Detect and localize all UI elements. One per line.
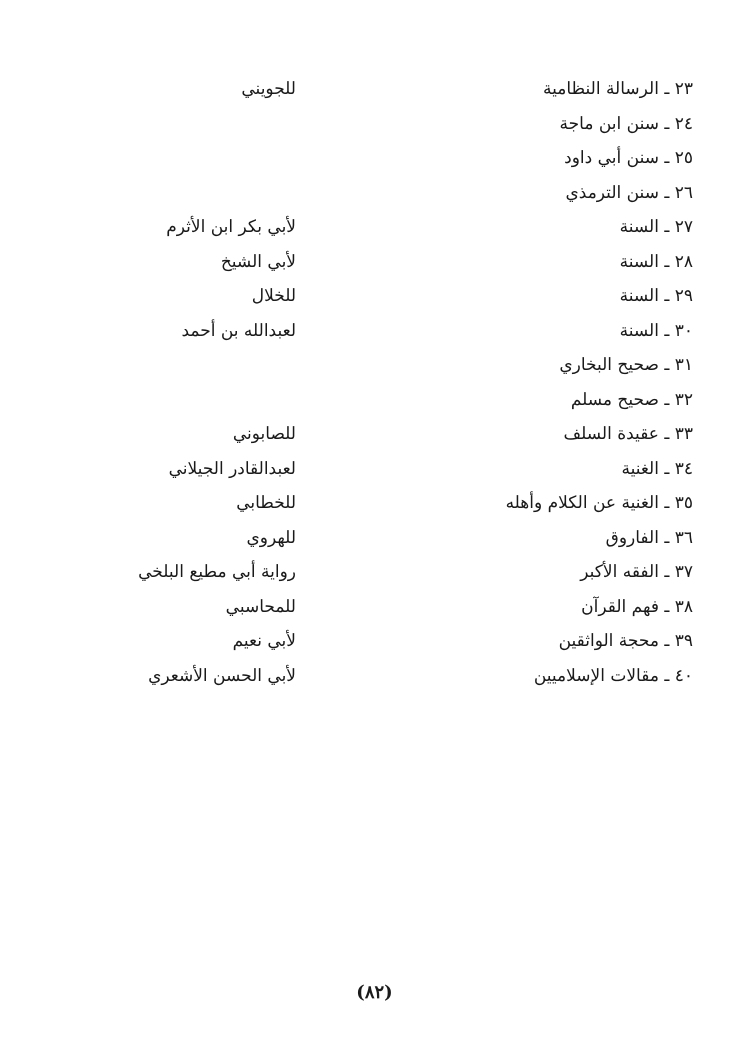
entry-title: ٢٤ ـ سنن ابن ماجة bbox=[559, 113, 693, 134]
entry-title: ٢٦ ـ سنن الترمذي bbox=[565, 182, 693, 203]
entry-author: للمحاسبي bbox=[225, 596, 296, 617]
entry-author: لأبي نعيم bbox=[232, 631, 296, 651]
reference-entry bbox=[0, 383, 749, 418]
entry-title: ٣٠ ـ السنة bbox=[619, 320, 693, 341]
entry-title: ٣٣ ـ عقيدة السلف bbox=[563, 424, 693, 444]
reference-entry bbox=[0, 348, 749, 383]
entry-author: للصابوني bbox=[232, 424, 296, 444]
entry-title: ٢٣ ـ الرسالة النظامية bbox=[543, 79, 693, 99]
entry-title: ٣٦ ـ الفاروق bbox=[605, 527, 693, 548]
entry-author: للخطابي bbox=[236, 493, 296, 513]
entry-title: ٢٩ ـ السنة bbox=[619, 286, 693, 306]
reference-entry bbox=[0, 72, 749, 107]
entry-title: ٣٩ ـ محجة الواثقين bbox=[558, 631, 693, 651]
reference-entry bbox=[0, 555, 749, 590]
entry-title: ٢٧ ـ السنة bbox=[619, 217, 693, 237]
reference-entry bbox=[0, 590, 749, 625]
entry-author: لعبدالله بن أحمد bbox=[181, 320, 296, 341]
reference-entry bbox=[0, 314, 749, 349]
entry-author: للجويني bbox=[241, 79, 296, 99]
entry-title: ٣٧ ـ الفقه الأكبر bbox=[580, 562, 693, 582]
entry-author: لأبي بكر ابن الأثرم bbox=[166, 217, 296, 237]
reference-entry bbox=[0, 659, 749, 694]
reference-entry bbox=[0, 452, 749, 487]
entry-author: لأبي الشيخ bbox=[220, 251, 296, 272]
entry-author: لأبي الحسن الأشعري bbox=[148, 665, 296, 686]
entry-author: للخلال bbox=[251, 286, 296, 306]
entry-author: رواية أبي مطيع البلخي bbox=[138, 562, 296, 582]
entry-title: ٢٨ ـ السنة bbox=[619, 251, 693, 272]
entry-title: ٢٥ ـ سنن أبي داود bbox=[564, 148, 693, 168]
entry-title: ٣٥ ـ الغنية عن الكلام وأهله bbox=[505, 493, 693, 513]
reference-entry bbox=[0, 141, 749, 176]
entry-title: ٣٨ ـ فهم القرآن bbox=[581, 596, 693, 617]
reference-entry bbox=[0, 417, 749, 452]
entry-title: ٤٠ ـ مقالات الإسلاميين bbox=[533, 665, 693, 686]
page-number: (٨٢) bbox=[356, 982, 393, 1003]
entry-title: ٣٢ ـ صحيح مسلم bbox=[570, 389, 693, 410]
reference-entry bbox=[0, 176, 749, 211]
entry-title: ٣٤ ـ الغنية bbox=[621, 458, 693, 479]
reference-entry bbox=[0, 486, 749, 521]
reference-entry bbox=[0, 245, 749, 280]
reference-entry bbox=[0, 521, 749, 556]
entry-author: للهروي bbox=[246, 527, 296, 548]
entry-author: لعبدالقادر الجيلاني bbox=[168, 458, 296, 479]
reference-entry bbox=[0, 210, 749, 245]
reference-list bbox=[0, 72, 749, 693]
reference-entry bbox=[0, 107, 749, 142]
reference-entry bbox=[0, 624, 749, 659]
entry-title: ٣١ ـ صحيح البخاري bbox=[559, 355, 693, 375]
reference-entry bbox=[0, 279, 749, 314]
